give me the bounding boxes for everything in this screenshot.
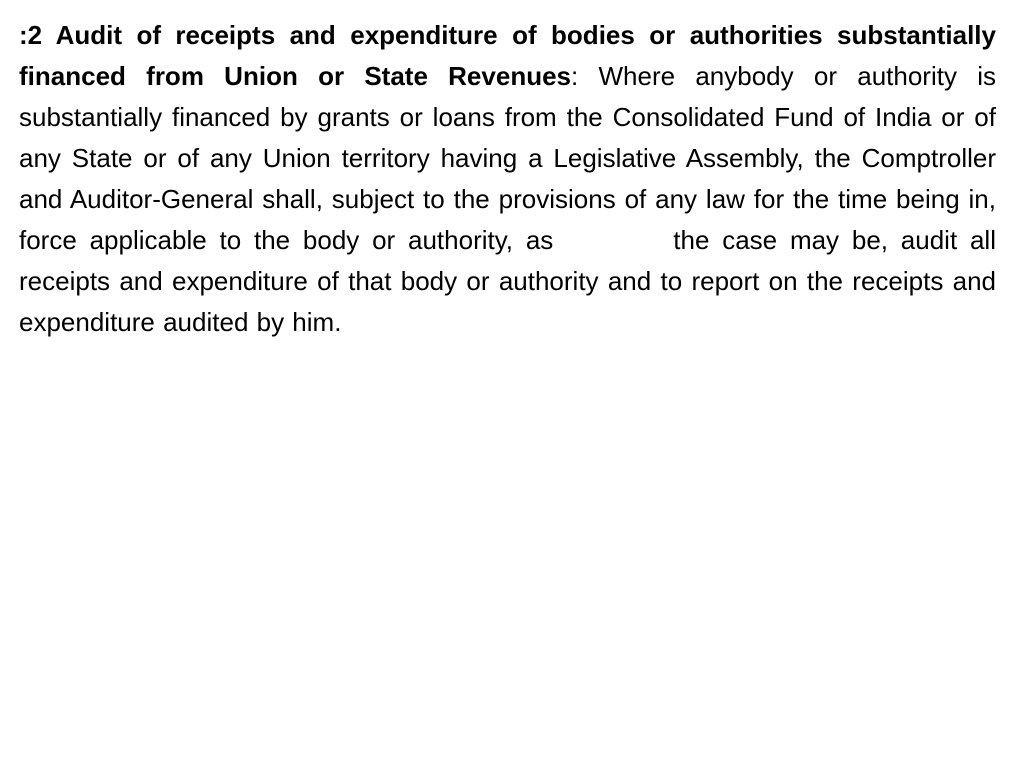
section-heading: :2 Audit of receipts and expenditure of bodies or authorities substantially financed from Union or State Revenues xyxy=(19,20,996,91)
section-paragraph xyxy=(19,15,996,343)
section-body-part2: the case may be, audit all receipts and expenditure of that body or authority and to report on the receipts and expenditure audited by him. xyxy=(19,225,996,337)
heading-separator: : xyxy=(571,61,579,91)
section-body-part1: Where anybody or authority is substantially financed by grants or loans from the Consolidated Fund of India or of any State or of any Union territory having a Legislative Assembly, the Comptroller and Auditor-General shall, subject to the provisions of any law for the time being in, force applicable to the body or authority, as xyxy=(19,61,996,255)
